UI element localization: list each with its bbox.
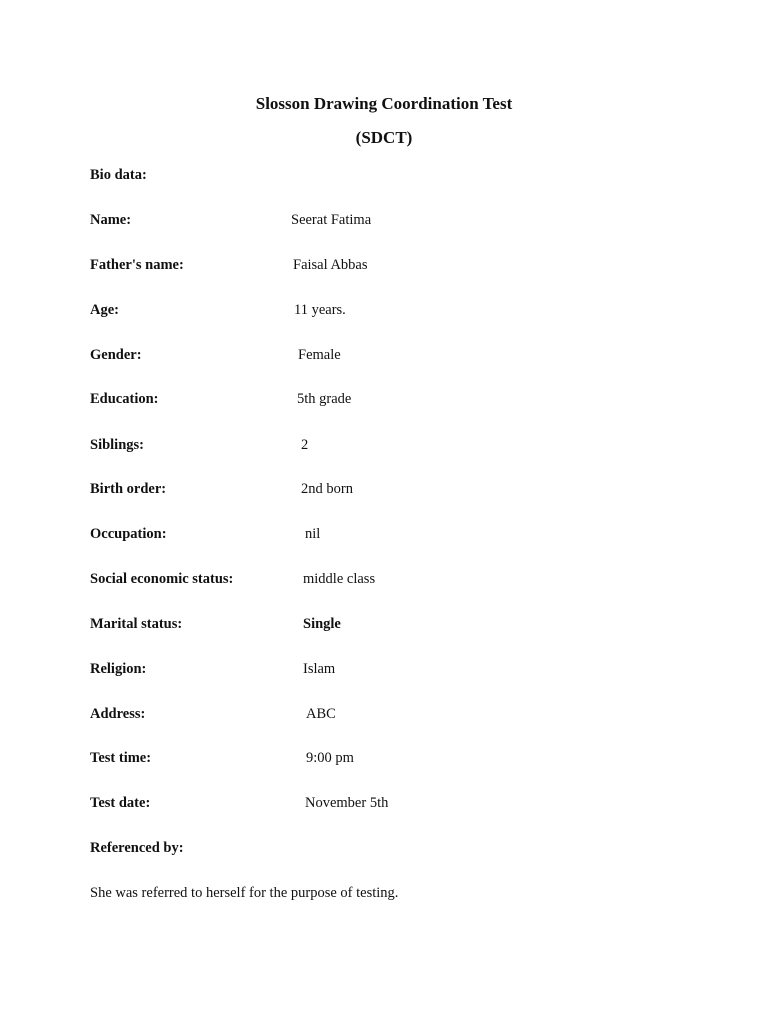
field-label: Birth order: — [90, 481, 167, 497]
field-education — [0, 390, 768, 410]
field-name — [0, 211, 768, 231]
field-religion — [0, 660, 768, 680]
field-occupation — [0, 525, 768, 545]
field-label: Education: — [90, 391, 159, 407]
field-label: Test date: — [90, 795, 151, 811]
field-birth-order — [0, 480, 768, 500]
field-address — [0, 705, 768, 725]
field-value: Female — [298, 347, 341, 363]
field-value: 9:00 pm — [306, 750, 354, 766]
field-fathers-name — [0, 256, 768, 276]
field-test-time — [0, 749, 768, 769]
page-subtitle: (SDCT) — [355, 128, 413, 147]
field-label: Gender: — [90, 347, 142, 363]
field-label: Referenced by: — [90, 840, 184, 856]
field-label: Test time: — [90, 750, 152, 766]
section-heading-bio-data: Bio data: — [90, 167, 147, 183]
field-value: ABC — [306, 706, 336, 722]
field-gender — [0, 346, 768, 366]
field-value: Faisal Abbas — [293, 257, 368, 273]
field-label: Name: — [90, 212, 132, 228]
field-value: 11 years. — [294, 302, 346, 318]
referral-note: She was referred to herself for the purpose of testing. — [90, 885, 399, 901]
field-test-date — [0, 794, 768, 814]
field-value: 2nd born — [301, 481, 353, 497]
field-label: Social economic status: — [90, 571, 234, 587]
field-label: Siblings: — [90, 437, 144, 453]
field-value: middle class — [303, 571, 376, 587]
field-value: Seerat Fatima — [291, 212, 372, 228]
field-value: 2 — [301, 437, 309, 453]
field-age — [0, 301, 768, 321]
field-marital-status — [0, 615, 768, 635]
field-siblings — [0, 436, 768, 456]
field-value: Islam — [303, 661, 336, 677]
field-value: Single — [303, 616, 341, 632]
field-label: Age: — [90, 302, 119, 318]
field-label: Occupation: — [90, 526, 167, 542]
field-label: Father's name: — [90, 257, 184, 273]
page-title: Slosson Drawing Coordination Test — [255, 94, 513, 113]
field-referenced-by — [0, 839, 768, 859]
field-value: 5th grade — [297, 391, 352, 407]
field-label: Address: — [90, 706, 146, 722]
field-label: Religion: — [90, 661, 147, 677]
field-social-economic-status — [0, 570, 768, 590]
field-value: November 5th — [305, 795, 389, 811]
field-value: nil — [305, 526, 321, 542]
field-label: Marital status: — [90, 616, 183, 632]
